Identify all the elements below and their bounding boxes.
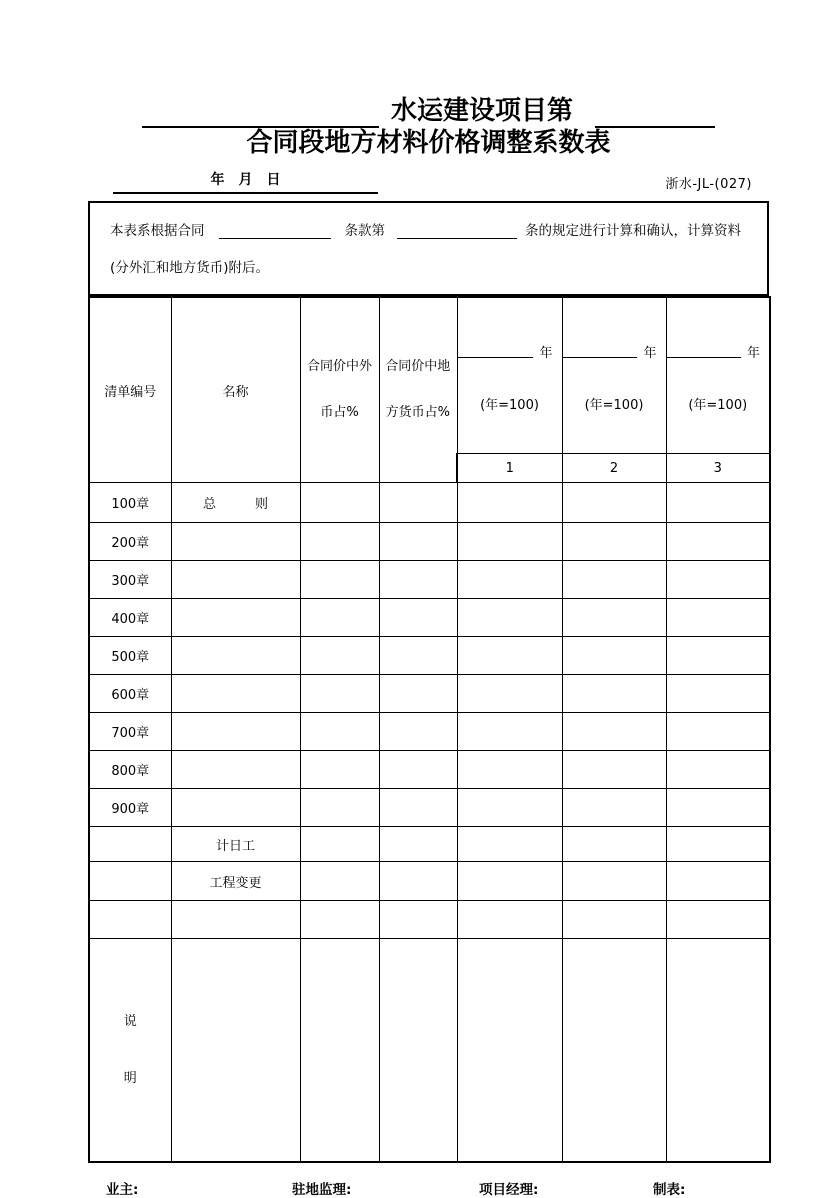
year3-value-cell (666, 675, 770, 713)
title-fill-in-blank-left (142, 98, 379, 128)
year-3-suffix: 年 (746, 346, 760, 362)
foreign-pct-cell (300, 523, 379, 561)
year2-value-cell (562, 561, 666, 599)
table-row (89, 561, 770, 599)
header-name: 名称 (171, 297, 300, 483)
name-cell (171, 789, 300, 827)
document-content (88, 0, 769, 1198)
note-label (89, 939, 171, 1162)
table-header-row (89, 297, 770, 454)
note-content-cell (379, 939, 457, 1162)
year1-value-cell (457, 713, 562, 751)
table-row (89, 713, 770, 751)
year-2-blank (563, 357, 638, 358)
header-year-1 (457, 297, 562, 454)
foreign-pct-cell (300, 713, 379, 751)
foreign-pct-cell (300, 599, 379, 637)
year2-value-cell (562, 751, 666, 789)
local-pct-cell (379, 862, 457, 901)
header-foreign-currency-pct (300, 297, 379, 483)
table-row-engineering-change (89, 862, 770, 901)
name-cell: 工程变更 (171, 862, 300, 901)
year3-value-cell (666, 483, 770, 523)
year-2-base: (年=100) (584, 398, 644, 414)
foreign-pct-cell (300, 827, 379, 862)
document-title-part1: 水运建设项目第 (390, 96, 573, 126)
year1-value-cell (457, 637, 562, 675)
notice-box (88, 201, 769, 296)
year2-value-cell (562, 901, 666, 939)
table-row (89, 637, 770, 675)
foreign-pct-cell (300, 675, 379, 713)
table-row-empty (89, 901, 770, 939)
foreign-pct-cell (300, 637, 379, 675)
year2-value-cell (562, 827, 666, 862)
year-3-blank (667, 357, 741, 358)
table-row (89, 789, 770, 827)
year-3-base: (年=100) (688, 398, 748, 414)
year3-value-cell (666, 751, 770, 789)
foreign-pct-cell (300, 561, 379, 599)
clause-number-fill-in-blank (397, 223, 517, 239)
notice-text-2: 条款第 (344, 223, 385, 240)
local-pct-cell (379, 483, 457, 523)
note-content-cell (171, 939, 300, 1162)
year2-value-cell (562, 713, 666, 751)
year3-value-cell (666, 523, 770, 561)
year2-value-cell (562, 862, 666, 901)
chapter-code-cell: 600章 (89, 675, 171, 713)
local-pct-cell (379, 751, 457, 789)
table-row (89, 599, 770, 637)
signature-footer (88, 1176, 769, 1198)
chapter-code-cell: 100章 (89, 483, 171, 523)
name-cell: 总 则 (171, 483, 300, 523)
document-title-part2: 合同段地方材料价格调整系数表 (246, 127, 611, 158)
year3-value-cell (666, 789, 770, 827)
table-row (89, 751, 770, 789)
local-pct-cell (379, 637, 457, 675)
name-cell (171, 675, 300, 713)
year3-value-cell (666, 827, 770, 862)
notice-text-3: 条的规定进行计算和确认，计算资料 (525, 223, 741, 240)
contract-clause-fill-in-blank (219, 223, 331, 239)
title-line-1 (88, 95, 769, 128)
year3-value-cell (666, 901, 770, 939)
table-row (89, 675, 770, 713)
year-1-base: (年=100) (480, 398, 539, 414)
chapter-code-cell: 200章 (89, 523, 171, 561)
preparer-signature-label: 制表: (653, 1181, 686, 1198)
year1-value-cell (457, 675, 562, 713)
name-cell (171, 713, 300, 751)
name-cell (171, 637, 300, 675)
chapter-code-cell: 500章 (89, 637, 171, 675)
local-pct-cell (379, 789, 457, 827)
local-pct-cell (379, 901, 457, 939)
year1-value-cell (457, 599, 562, 637)
header-local-currency-line2: 方货币占% (385, 405, 450, 421)
foreign-pct-cell (300, 789, 379, 827)
header-local-currency-line1: 合同价中地 (385, 358, 451, 374)
year-1-fill-in (458, 328, 562, 362)
year2-value-cell (562, 675, 666, 713)
year1-value-cell (457, 483, 562, 523)
chapter-code-cell: 700章 (89, 713, 171, 751)
year1-value-cell (457, 561, 562, 599)
chapter-code-cell: 900章 (89, 789, 171, 827)
header-foreign-currency-line1: 合同价中外 (306, 358, 372, 374)
year-3-fill-in (667, 328, 770, 362)
foreign-pct-cell (300, 862, 379, 901)
header-foreign-currency-line2: 币占% (320, 405, 359, 421)
year1-value-cell (457, 862, 562, 901)
project-manager-signature-label: 项目经理: (479, 1181, 539, 1198)
year3-value-cell (666, 862, 770, 901)
local-pct-cell (379, 675, 457, 713)
note-content-cell (300, 939, 379, 1162)
price-adjustment-coefficient-table (88, 296, 771, 1163)
table-row-daywork (89, 827, 770, 862)
note-content-cell (457, 939, 562, 1162)
header-year-3 (666, 297, 770, 454)
local-pct-cell (379, 827, 457, 862)
local-pct-cell (379, 713, 457, 751)
year2-value-cell (562, 789, 666, 827)
year1-value-cell (457, 789, 562, 827)
year1-value-cell (457, 751, 562, 789)
name-cell (171, 901, 300, 939)
name-cell (171, 751, 300, 789)
year3-value-cell (666, 637, 770, 675)
year2-value-cell (562, 523, 666, 561)
year-3-number: 3 (666, 454, 770, 483)
name-cell (171, 523, 300, 561)
year-1-blank (458, 357, 534, 358)
notice-line-1 (110, 219, 755, 239)
header-year-2 (562, 297, 666, 454)
header-list-number: 清单编号 (89, 297, 171, 483)
foreign-pct-cell (300, 901, 379, 939)
resident-supervisor-signature-label: 驻地监理: (292, 1181, 352, 1198)
chapter-code-cell (89, 901, 171, 939)
year-2-fill-in (563, 328, 666, 362)
year1-value-cell (457, 827, 562, 862)
note-label-line2: 明 (123, 1070, 137, 1086)
year2-value-cell (562, 599, 666, 637)
date-fill-in-field: 年 月 日 (113, 168, 378, 194)
year2-value-cell (562, 637, 666, 675)
header-local-currency-pct (379, 297, 457, 483)
year-1-number: 1 (457, 454, 562, 483)
year3-value-cell (666, 713, 770, 751)
notice-text-1: 本表系根据合同 (110, 223, 205, 240)
local-pct-cell (379, 523, 457, 561)
chapter-code-cell (89, 827, 171, 862)
table-row (89, 523, 770, 561)
year-1-suffix: 年 (539, 346, 553, 362)
year-2-suffix: 年 (643, 346, 657, 362)
title-fill-in-blank-right (595, 98, 715, 128)
foreign-pct-cell (300, 483, 379, 523)
note-content-cell (562, 939, 666, 1162)
year1-value-cell (457, 901, 562, 939)
table-row-notes (89, 939, 770, 1162)
name-cell: 计日工 (171, 827, 300, 862)
foreign-pct-cell (300, 751, 379, 789)
chapter-code-cell: 800章 (89, 751, 171, 789)
chapter-code-cell: 400章 (89, 599, 171, 637)
table-row (89, 483, 770, 523)
chapter-code-cell: 300章 (89, 561, 171, 599)
meta-line (88, 168, 769, 194)
chapter-code-cell (89, 862, 171, 901)
year1-value-cell (457, 523, 562, 561)
local-pct-cell (379, 561, 457, 599)
name-cell (171, 561, 300, 599)
note-content-cell (666, 939, 770, 1162)
year3-value-cell (666, 599, 770, 637)
owner-signature-label: 业主: (106, 1181, 139, 1198)
form-code: 浙水-JL-(027) (665, 177, 752, 193)
year3-value-cell (666, 561, 770, 599)
name-cell (171, 599, 300, 637)
year-2-number: 2 (562, 454, 666, 483)
local-pct-cell (379, 599, 457, 637)
year2-value-cell (562, 483, 666, 523)
notice-line-2: (分外汇和地方货币)附后。 (110, 260, 270, 277)
note-label-line1: 说 (123, 1013, 137, 1029)
